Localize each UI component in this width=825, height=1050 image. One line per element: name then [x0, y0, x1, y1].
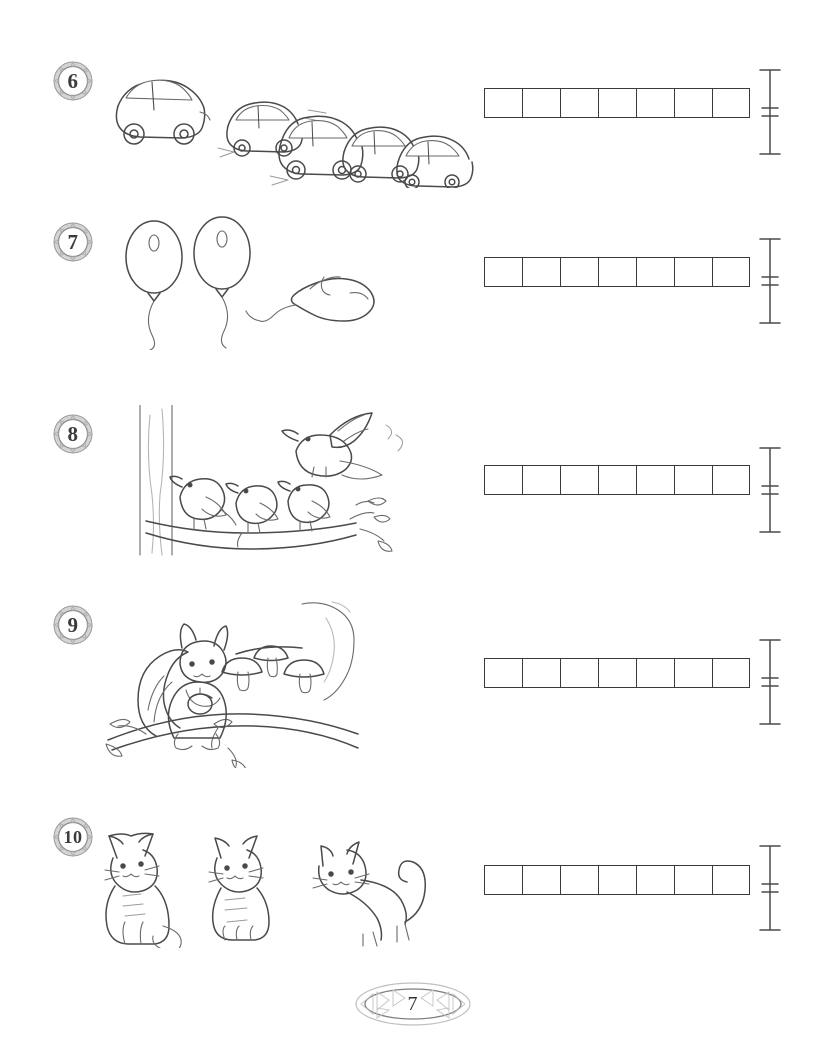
answer-cell[interactable] [636, 658, 674, 688]
answer-cell[interactable] [598, 658, 636, 688]
illustration-squirrel-and-mushrooms [96, 598, 446, 768]
answer-cell[interactable] [636, 865, 674, 895]
exercise-number-10: 10 [63, 826, 83, 847]
illustration-cats [75, 818, 435, 948]
answer-cell[interactable] [522, 865, 560, 895]
exercise-number-7: 7 [67, 229, 79, 254]
answer-boxes-9[interactable] [484, 658, 750, 688]
exercise-number-6: 6 [67, 68, 79, 93]
bracket-mark-8 [754, 444, 784, 536]
answer-boxes-10[interactable] [484, 865, 750, 895]
exercise-number-badge-9 [52, 604, 94, 646]
answer-cell[interactable] [522, 465, 560, 495]
answer-cell[interactable] [636, 88, 674, 118]
answer-cell[interactable] [636, 257, 674, 287]
answer-cell[interactable] [598, 465, 636, 495]
answer-cell[interactable] [674, 658, 712, 688]
answer-boxes-7[interactable] [484, 257, 750, 287]
answer-cell[interactable] [522, 88, 560, 118]
exercise-row-8 [0, 405, 825, 565]
answer-cell[interactable] [484, 865, 522, 895]
illustration-cars [100, 48, 490, 188]
bracket-mark-7 [754, 235, 784, 327]
bracket-mark-10 [754, 842, 784, 934]
exercise-number-badge-8 [52, 413, 94, 455]
answer-cell[interactable] [484, 88, 522, 118]
exercise-number-badge-7 [52, 221, 94, 263]
answer-cell[interactable] [560, 865, 598, 895]
page-number-badge [353, 980, 473, 1028]
illustration-balloons [110, 215, 430, 350]
exercise-number-8: 8 [67, 421, 79, 446]
answer-cell[interactable] [712, 257, 750, 287]
answer-cell[interactable] [712, 465, 750, 495]
bracket-mark-6 [754, 66, 784, 158]
answer-cell[interactable] [674, 88, 712, 118]
answer-cell[interactable] [560, 465, 598, 495]
answer-cell[interactable] [674, 257, 712, 287]
answer-cell[interactable] [712, 88, 750, 118]
page-number: 7 [407, 992, 418, 1015]
answer-cell[interactable] [636, 465, 674, 495]
exercise-row-7 [0, 215, 825, 360]
answer-boxes-8[interactable] [484, 465, 750, 495]
exercise-row-6 [0, 48, 825, 188]
bracket-mark-9 [754, 636, 784, 728]
answer-boxes-6[interactable] [484, 88, 750, 118]
answer-cell[interactable] [560, 88, 598, 118]
illustration-birds [110, 405, 440, 560]
answer-cell[interactable] [674, 465, 712, 495]
answer-cell[interactable] [560, 658, 598, 688]
answer-cell[interactable] [712, 658, 750, 688]
exercise-number-9: 9 [67, 612, 79, 637]
answer-cell[interactable] [522, 257, 560, 287]
answer-cell[interactable] [484, 658, 522, 688]
answer-cell[interactable] [598, 88, 636, 118]
answer-cell[interactable] [598, 865, 636, 895]
answer-cell[interactable] [522, 658, 560, 688]
exercise-row-10 [0, 810, 825, 960]
page-footer [0, 980, 825, 1028]
answer-cell[interactable] [484, 465, 522, 495]
answer-cell[interactable] [598, 257, 636, 287]
answer-cell[interactable] [560, 257, 598, 287]
answer-cell[interactable] [712, 865, 750, 895]
answer-cell[interactable] [674, 865, 712, 895]
answer-cell[interactable] [484, 257, 522, 287]
exercise-number-badge-6 [52, 60, 94, 102]
exercise-row-9 [0, 598, 825, 778]
